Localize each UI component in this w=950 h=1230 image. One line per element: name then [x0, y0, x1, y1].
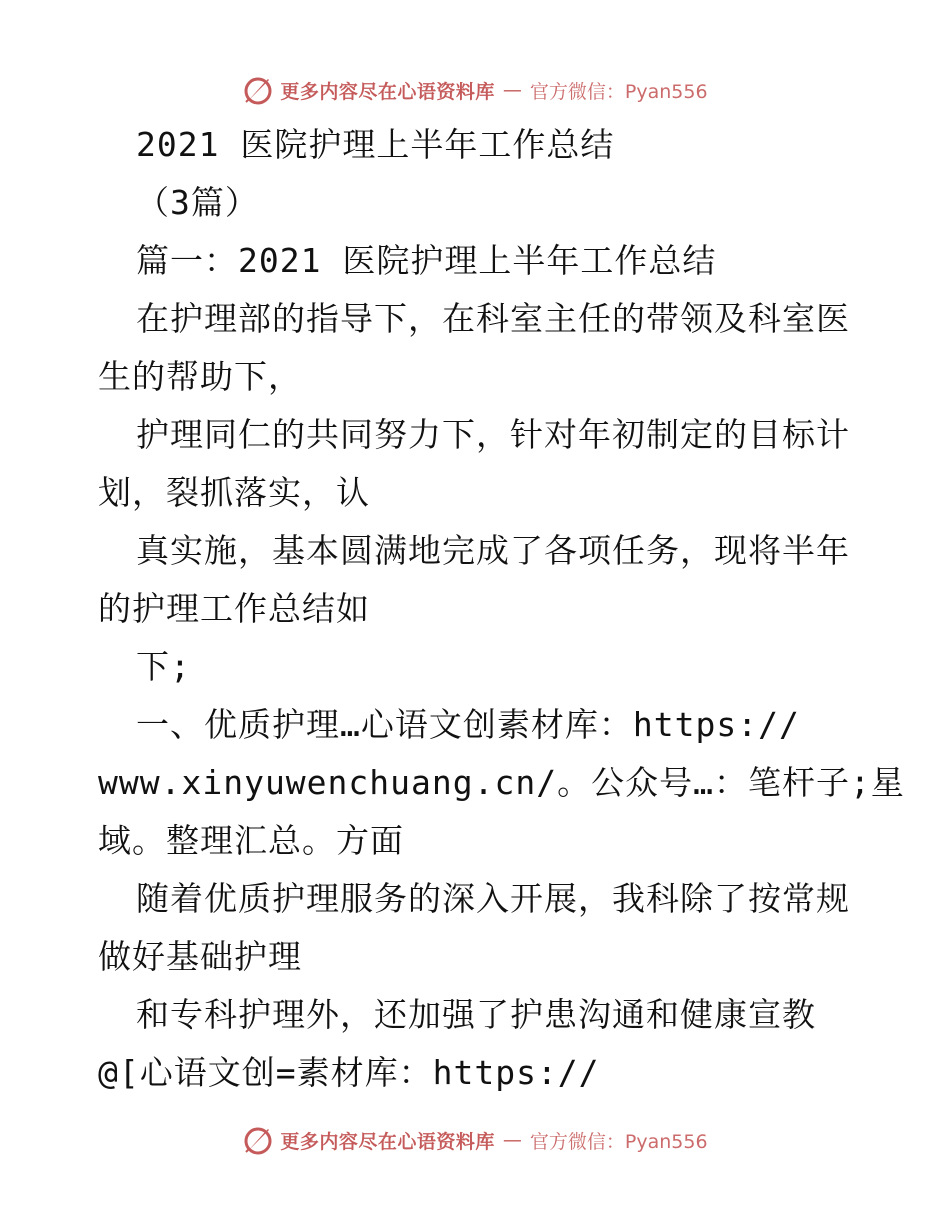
paragraph-line: 在护理部的指导下，在科室主任的带领及科室医 [136, 299, 850, 338]
footer-watermark-content [242, 1124, 707, 1156]
header-watermark-banner [0, 70, 950, 110]
watermark-dash: — [502, 79, 522, 101]
paragraph-line: 护理同仁的共同努力下，针对年初制定的目标计 [136, 415, 850, 454]
paragraph-line: 的护理工作总结如 [98, 589, 370, 628]
watermark-text: 更多内容尽在心语资料库 [280, 80, 495, 103]
doc-title: 2021 医院护理上半年工作总结 [136, 125, 615, 164]
section-heading: 篇一：2021 医院护理上半年工作总结 [136, 241, 717, 280]
paragraph-line: 做好基础护理 [98, 937, 302, 976]
watermark-contact: 官方微信：Pyan556 [529, 80, 708, 103]
pen-logo-icon [242, 1124, 274, 1156]
subsection-heading: 一、优质护理…心语文创素材库：https:// [136, 705, 800, 744]
doc-subtitle: （3篇） [136, 183, 259, 222]
paragraph-line: 生的帮助下， [98, 357, 302, 396]
document-body [98, 116, 905, 1102]
header-watermark-content [242, 74, 707, 106]
watermark-text: 更多内容尽在心语资料库 [280, 1130, 495, 1153]
paragraph-line: 和专科护理外，还加强了护患沟通和健康宣教 [136, 995, 816, 1034]
paragraph-line: @[心语文创=素材库：https:// [98, 1053, 600, 1092]
paragraph-line: 真实施，基本圆满地完成了各项任务，现将半年 [136, 531, 850, 570]
watermark-contact: 官方微信：Pyan556 [529, 1130, 708, 1153]
paragraph-line: www.xinyuwenchuang.cn/。公众号…：笔杆子;星 [98, 763, 905, 802]
footer-watermark-banner [0, 1120, 950, 1160]
paragraph-line: 随着优质护理服务的深入开展，我科除了按常规 [136, 879, 850, 918]
watermark-dash: — [502, 1129, 522, 1151]
paragraph-line: 划，裂抓落实，认 [98, 473, 370, 512]
pen-logo-icon [242, 74, 274, 106]
paragraph-line: 下; [136, 647, 191, 686]
paragraph-line: 域。整理汇总。方面 [98, 821, 404, 860]
